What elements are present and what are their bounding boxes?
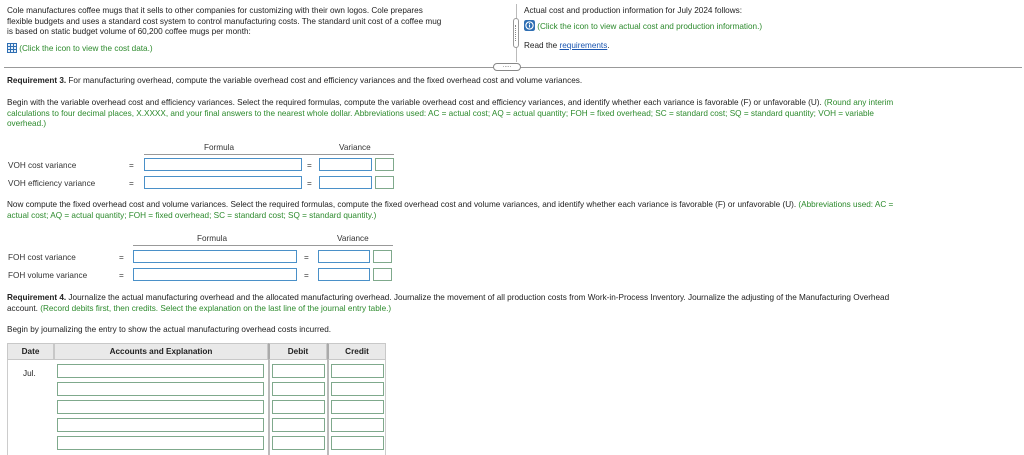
col-accounts: Accounts and Explanation (54, 343, 268, 360)
foh-cost-variance-input[interactable] (318, 250, 370, 263)
journal-debit-input[interactable] (272, 436, 325, 450)
journal-debit-input[interactable] (272, 400, 325, 414)
cost-data-link[interactable] (7, 43, 153, 53)
equals-sign: = (304, 271, 309, 280)
voh-instr-text: Begin with the variable overhead cost and efficiency variances. Select the required formulas, compute the variable overhead cost and efficiency variances, and identify whether each variance is favorable (F) or unfavorable (U). (7, 98, 822, 107)
voh-cost-formula-input[interactable] (144, 158, 302, 171)
intro-line: flexible budgets and uses a standard cost system to control manufacturing costs. The standard unit cost of a coffee mug (7, 16, 442, 26)
equals-sign: = (129, 179, 134, 188)
journal-debit-input[interactable] (272, 364, 325, 378)
col-formula: Formula (204, 143, 235, 152)
problem-intro (7, 6, 512, 38)
voh-efficiency-label: VOH efficiency variance (8, 179, 96, 188)
voh-instr-hint: (Round any interim (821, 98, 894, 107)
equals-sign: = (307, 161, 312, 170)
read-requirements (524, 41, 610, 50)
intro-line: Cole manufactures coffee mugs that it sells to other companies for customizing with their own logos. Cole prepares (7, 6, 423, 15)
voh-efficiency-formula-input[interactable] (144, 176, 302, 189)
foh-volume-fu-select[interactable] (373, 268, 392, 281)
foh-instr-text: Now compute the fixed overhead cost and volume variances. Select the required formulas, compute the fixed overhead cost and volume variances, and identify whether each variance is favorable (F) or unfavorable (U). (7, 200, 797, 209)
col-date: Date (7, 343, 54, 360)
journal-account-input[interactable] (57, 418, 264, 432)
voh-cost-variance-input[interactable] (319, 158, 372, 171)
journal-credit-input[interactable] (331, 418, 384, 432)
journal-col-divider (327, 360, 329, 455)
foh-instr-hint: actual cost; AQ = actual quantity; FOH = fixed overhead; SC = standard cost; SQ = standard quantity.) (7, 210, 377, 220)
equals-sign: = (307, 179, 312, 188)
req4-hint: (Record debits first, then credits. Select the explanation on the last line of the journal entry table.) (37, 303, 392, 313)
equals-sign: = (119, 253, 124, 262)
actual-info-link-text[interactable]: (Click the icon to view actual cost and production information.) (537, 22, 763, 31)
resize-handle[interactable] (513, 18, 519, 48)
actual-info: Actual cost and production information for July 2024 follows: (524, 6, 742, 15)
table-icon[interactable] (7, 43, 17, 53)
journal-credit-input[interactable] (331, 436, 384, 450)
journal-credit-input[interactable] (331, 400, 384, 414)
col-debit: Debit (268, 343, 327, 360)
journal-credit-input[interactable] (331, 364, 384, 378)
cost-data-link-text[interactable]: (Click the icon to view the cost data.) (19, 44, 153, 53)
req3-text: For manufacturing overhead, compute the variable overhead cost and efficiency variances and the fixed overhead cost and volume variances. (66, 76, 583, 85)
req4-text: Journalize the actual manufacturing overhead and the allocated manufacturing overhead. Journalize the movement of all production costs from Work-in-Process Inventory. Journalize the adjusting of the Manufacturing Overhead (66, 293, 890, 302)
info-icon[interactable] (524, 20, 535, 31)
foh-instr-hint: (Abbreviations used: AC = (796, 200, 894, 209)
col-variance: Variance (337, 234, 369, 243)
read-suffix: . (607, 41, 610, 50)
voh-instr-hint: calculations to four decimal places, X.XXXX, and your final answers to the nearest whole dollar. Abbreviations used: AC = actual cost; AQ = actual quantity; FOH = fixed overhead; SC = standard cost; SQ = standard quantity; VOH = variable (7, 108, 874, 118)
voh-efficiency-variance-input[interactable] (319, 176, 372, 189)
foh-volume-formula-input[interactable] (133, 268, 297, 281)
req3-heading (7, 76, 582, 85)
read-prefix: Read the (524, 41, 560, 50)
expand-button[interactable]: ..... (493, 63, 521, 71)
requirements-link[interactable]: requirements (559, 41, 608, 50)
col-formula: Formula (197, 234, 228, 243)
journal-debit-input[interactable] (272, 382, 325, 396)
header-rule (133, 245, 393, 246)
col-credit: Credit (327, 343, 386, 360)
journal-account-input[interactable] (57, 436, 264, 450)
journal-date: Jul. (23, 369, 36, 378)
header-rule (144, 154, 394, 155)
foh-volume-label: FOH volume variance (8, 271, 88, 280)
foh-cost-fu-select[interactable] (373, 250, 392, 263)
foh-volume-variance-input[interactable] (318, 268, 370, 281)
req3-label: Requirement 3. (7, 76, 67, 85)
voh-efficiency-fu-select[interactable] (375, 176, 394, 189)
journal-account-input[interactable] (57, 400, 264, 414)
foh-instructions (7, 200, 1022, 221)
req4-heading (7, 293, 1022, 314)
journal-account-input[interactable] (57, 382, 264, 396)
journal-account-input[interactable] (57, 364, 264, 378)
intro-line: is based on static budget volume of 60,200 coffee mugs per month: (7, 27, 251, 36)
foh-cost-formula-input[interactable] (133, 250, 297, 263)
equals-sign: = (129, 161, 134, 170)
journal-begin-text: Begin by journalizing the entry to show the actual manufacturing overhead costs incurred. (7, 325, 332, 334)
equals-sign: = (119, 271, 124, 280)
voh-cost-label: VOH cost variance (8, 161, 77, 170)
equals-sign: = (304, 253, 309, 262)
voh-instr-hint: overhead.) (7, 119, 47, 128)
foh-cost-label: FOH cost variance (8, 253, 76, 262)
journal-col-divider (268, 360, 270, 455)
journal-debit-input[interactable] (272, 418, 325, 432)
actual-info-link[interactable] (524, 20, 762, 31)
journal-credit-input[interactable] (331, 382, 384, 396)
req4-text: account. (7, 303, 38, 313)
voh-instructions (7, 98, 1022, 130)
req4-label: Requirement 4. (7, 293, 67, 302)
voh-cost-fu-select[interactable] (375, 158, 394, 171)
col-variance: Variance (339, 143, 371, 152)
